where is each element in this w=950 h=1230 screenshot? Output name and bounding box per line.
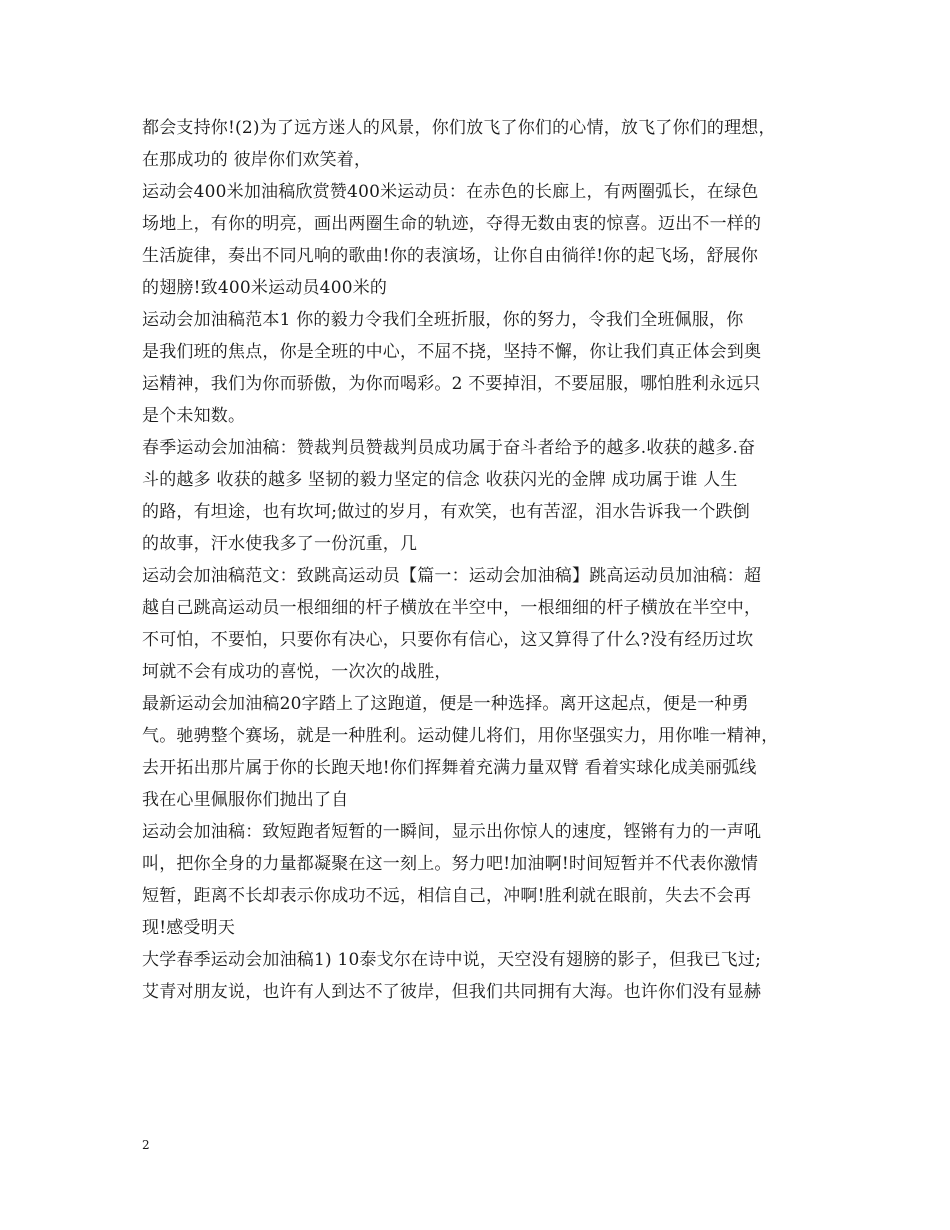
text-line: 现!感受明天 <box>142 918 236 938</box>
text-line: 不可怕，不要怕，只要你有决心，只要你有信心，这又算得了什么?没有经历过坎 <box>142 630 754 650</box>
text-line: 艾青对朋友说，也许有人到达不了彼岸，但我们共同拥有大海。也许你们没有显赫 <box>142 982 762 1002</box>
text-line: 我在心里佩服你们抛出了自 <box>142 790 349 810</box>
text-line: 大学春季运动会加油稿1) 10泰戈尔在诗中说，天空没有翅膀的影子，但我已飞过; <box>142 950 762 970</box>
text-line: 斗的越多 收获的越多 坚韧的毅力坚定的信念 收获闪光的金牌 成功属于谁 人生 <box>142 470 738 490</box>
text-line: 都会支持你!(2)为了远方迷人的风景，你们放飞了你们的心情，放飞了你们的理想， <box>142 118 776 138</box>
text-line: 在那成功的 彼岸你们欢笑着， <box>142 150 372 170</box>
text-line: 气。驰骋整个赛场，就是一种胜利。运动健儿将们，用你坚强实力，用你唯一精神， <box>142 726 779 746</box>
text-line: 运动会加油稿：致短跑者短暂的一瞬间，显示出你惊人的速度，铿锵有力的一声吼 <box>142 822 762 842</box>
text-line: 叫，把你全身的力量都凝聚在这一刻上。努力吧!加油啊!时间短暂并不代表你激情 <box>142 854 759 874</box>
text-line: 场地上，有你的明亮，画出两圈生命的轨迹，夺得无数由衷的惊喜。迈出不一样的 <box>142 214 762 234</box>
text-line: 的故事，汗水使我多了一份沉重，几 <box>142 534 418 554</box>
text-line: 运精神，我们为你而骄傲，为你而喝彩。2 不要掉泪，不要屈服，哪怕胜利永远只 <box>142 374 761 394</box>
text-line: 是我们班的焦点，你是全班的中心，不屈不挠，坚持不懈，你让我们真正体会到奥 <box>142 342 762 362</box>
text-line: 运动会加油稿范文：致跳高运动员【篇一：运动会加油稿】跳高运动员加油稿：超 <box>142 566 762 586</box>
text-line: 运动会400米加油稿欣赏赞400米运动员：在赤色的长廊上，有两圈弧长，在绿色 <box>142 182 759 202</box>
text-line: 春季运动会加油稿：赞裁判员赞裁判员成功属于奋斗者给予的越多.收获的越多.奋 <box>142 438 756 458</box>
text-line: 的路，有坦途，也有坎坷;做过的岁月，有欢笑，也有苦涩，泪水告诉我一个跌倒 <box>142 502 750 522</box>
text-line: 越自己跳高运动员一根细细的杆子横放在半空中，一根细细的杆子横放在半空中， <box>142 598 762 618</box>
text-line: 的翅膀!致400米运动员400米的 <box>142 278 388 298</box>
document-body <box>142 112 822 1008</box>
page-number: 2 <box>142 1138 150 1152</box>
text-line: 生活旋律，奏出不同凡响的歌曲!你的表演场，让你自由徜徉!你的起飞场，舒展你 <box>142 246 759 266</box>
text-line: 坷就不会有成功的喜悦，一次次的战胜， <box>142 662 452 682</box>
text-line: 去开拓出那片属于你的长跑天地!你们挥舞着充满力量双臂 看着实球化成美丽弧线 <box>142 758 757 778</box>
text-line: 短暂，距离不长却表示你成功不远，相信自己，冲啊!胜利就在眼前，失去不会再 <box>142 886 752 906</box>
text-line: 是个未知数。 <box>142 406 246 426</box>
text-line: 最新运动会加油稿20字踏上了这跑道，便是一种选择。离开这起点，便是一种勇 <box>142 694 749 714</box>
text-line: 运动会加油稿范本1 你的毅力令我们全班折服，你的努力，令我们全班佩服，你 <box>142 310 744 330</box>
